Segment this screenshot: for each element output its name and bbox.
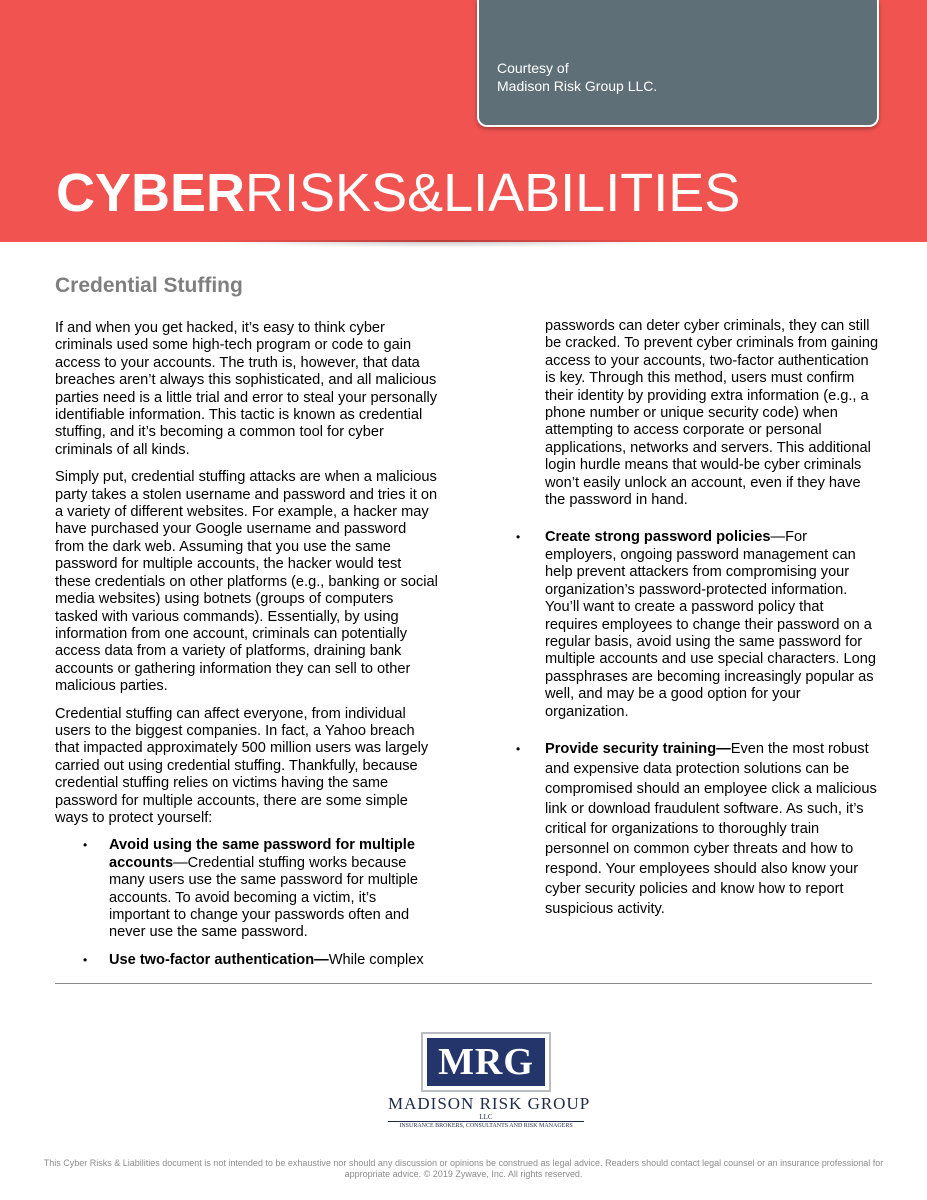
logo-tagline: INSURANCE BROKERS, CONSULTANTS AND RISK MANAGERS bbox=[388, 1121, 584, 1129]
paragraph-continuation: passwords can deter cyber criminals, they can still be cracked. To prevent cyber criminals from gaining access to your accounts, two-factor authentication is key. Through this method, users must confirm their identity by providing extra information (e.g., a phone number or unique security code) when attempting to access corporate or personal applications, networks and servers. This additional login hurdle means that would-be cyber criminals won’t easily unlock an account, even if they have the password in hand. bbox=[545, 318, 879, 509]
bullet-body: —Credential stuffing works because many users use the same password for multiple accounts. To avoid becoming a victim, it’s important to change your passwords often and never use the same password. bbox=[109, 854, 419, 941]
company-logo bbox=[388, 1032, 591, 1132]
bullet-body: Even the most robust and expensive data protection solutions can be compromised should an employee click a malicious link or download fraudulent software. As such, it’s critical for organizations to thoroughly train personnel on common cyber threats and how to respond. Your employees should also know your cyber security policies and know how to report suspicious activity. bbox=[545, 740, 877, 917]
bullet-heading: Use two-factor authentication— bbox=[109, 951, 329, 968]
paragraph-definition: Simply put, credential stuffing attacks are when a malicious party takes a stolen username and password and tries it on a variety of different websites. For example, a hacker may have purchased your Google username and password from the dark web. Assuming that you use the same password for multiple accounts, the hacker would test these credentials on other platforms (e.g., banking or social media websites) using botnets (groups of computers tasked with various commands). Essentially, by using information from one account, criminals can potentially access data from a variety of platforms, draining bank accounts or gathering information they can sell to other malicious parties. bbox=[55, 469, 438, 695]
logo-monogram: MRG bbox=[426, 1037, 546, 1087]
bullet-list-right bbox=[516, 529, 879, 918]
list-item bbox=[55, 837, 439, 941]
bullet-heading: Avoid using the same password for multiple accounts bbox=[109, 837, 415, 871]
courtesy-box bbox=[477, 0, 879, 127]
footer-disclaimer: This Cyber Risks & Liabilities document is not intended to be exhaustive nor should any discussion or opinions be construed as legal advice. Readers should contact legal counsel or an insurance professional for appropriate advice. © 2019 Zywave, Inc. All rights reserved. bbox=[43, 1158, 884, 1179]
logo-llc: LLC bbox=[479, 1113, 493, 1121]
logo-name: MADISON RISK GROUP bbox=[388, 1094, 591, 1113]
paragraph-impact: Credential stuffing can affect everyone, from individual users to the biggest companies. In fact, a Yahoo breach that impacted approximately 500 million users was largely carried out using credential stuffing. Thankfully, because credential stuffing relies on victims having the same password for multiple accounts, there are some simple ways to protect yourself: bbox=[55, 705, 429, 826]
bullet-dot: • bbox=[83, 952, 88, 967]
header-shadow bbox=[200, 240, 680, 248]
right-column bbox=[516, 318, 879, 937]
masthead-title bbox=[56, 163, 740, 223]
bullet-dot: • bbox=[83, 838, 88, 853]
article-title: Credential Stuffing bbox=[55, 274, 243, 297]
masthead-bold: CYBER bbox=[56, 163, 246, 223]
bullet-body: While complex bbox=[328, 951, 424, 968]
bullet-list-left bbox=[55, 837, 439, 969]
logo-mark bbox=[421, 1032, 551, 1092]
list-item bbox=[55, 952, 439, 969]
courtesy-company: Madison Risk Group LLC. bbox=[497, 78, 658, 94]
bullet-heading: Provide security training— bbox=[545, 740, 731, 757]
bullet-body: —For employers, ongoing password management can help prevent attackers from compromising your organization’s password-protected information. You’ll want to create a password policy that requires employees to change their password on a regular basis, avoid using the same password for multiple accounts and use special characters. Long passphrases are becoming increasingly popular as well, and may be a good option for your organization. bbox=[545, 529, 876, 720]
divider bbox=[55, 983, 872, 984]
courtesy-label: Courtesy of bbox=[497, 60, 569, 76]
left-column bbox=[55, 320, 439, 979]
bullet-dot: • bbox=[516, 530, 521, 545]
list-item bbox=[516, 739, 879, 919]
masthead-light: RISKS&LIABILITIES bbox=[245, 163, 741, 223]
list-item bbox=[516, 529, 879, 720]
bullet-dot: • bbox=[516, 741, 521, 756]
paragraph-intro: If and when you get hacked, it’s easy to think cyber criminals used some high-tech program or code to gain access to your accounts. The truth is, however, that data breaches aren’t always this sophisticated, and all malicious parties need is a little trial and error to steal your personally identifiable information. This tactic is known as credential stuffing, and it’s becoming a common tool for cyber criminals of all kinds. bbox=[55, 320, 438, 458]
bullet-heading: Create strong password policies bbox=[545, 529, 771, 546]
